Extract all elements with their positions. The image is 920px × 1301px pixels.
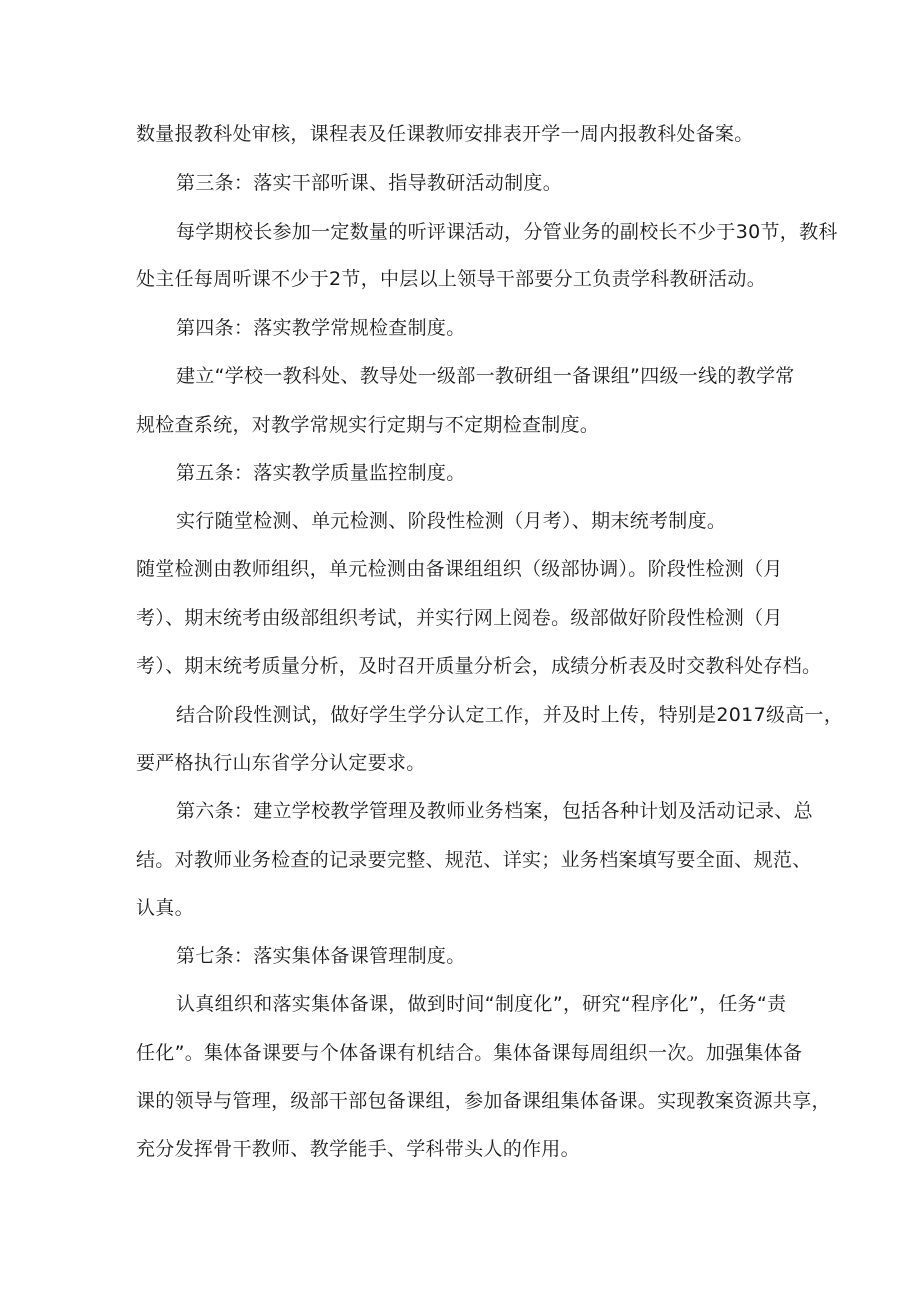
text-line: 考）、期末统考质量分析，及时召开质量分析会，成绩分析表及时交教科处存档。 [136, 655, 822, 677]
text-line: 考）、期末统考由级部组织考试，并实行网上阅卷。级部做好阶段性检测（月 [136, 607, 783, 629]
text-line: 随堂检测由教师组织，单元检测由备课组组织（级部协调）。阶段性检测（月 [136, 558, 783, 580]
text-line: 实行随堂检测、单元检测、阶段性检测（月考）、期末统考制度。 [176, 510, 727, 532]
article-heading: 第七条：落实集体备课管理制度。 [176, 945, 466, 967]
article-heading: 第六条：建立学校教学管理及教师业务档案，包括各种计划及活动记录、总 [176, 800, 813, 822]
text-line: 课的领导与管理，级部干部包备课组，参加备课组集体备课。实现教案资源共享， [136, 1090, 831, 1112]
text-line: 处主任每周听课不少于2节，中层以上领导干部要分工负责学科教研活动。 [136, 268, 766, 290]
text-line: 任化”。集体备课要与个体备课有机结合。集体备课每周组织一次。加强集体备 [136, 1042, 803, 1064]
article-heading: 第五条：落实教学质量监控制度。 [176, 462, 466, 484]
article-heading: 第四条：落实教学常规检查制度。 [176, 317, 466, 339]
text-line: 每学期校长参加一定数量的听评课活动，分管业务的副校长不少于30节，教科 [176, 221, 838, 243]
text-line: 结。对教师业务检查的记录要完整、规范、详实；业务档案填写要全面、规范、 [136, 849, 812, 871]
text-line: 规检查系统，对教学常规实行定期与不定期检查制度。 [136, 414, 600, 436]
text-line: 认真。 [136, 897, 194, 919]
text-line: 数量报教科处审核，课程表及任课教师安排表开学一周内报教科处备案。 [136, 123, 754, 145]
text-line: 认真组织和落实集体备课，做到时间“制度化”，研究“程序化”，任务“责 [176, 993, 787, 1015]
text-line: 要严格执行山东省学分认定要求。 [136, 752, 426, 774]
text-line: 结合阶段性测试，做好学生学分认定工作，并及时上传，特别是2017级高一， [176, 704, 844, 726]
article-heading: 第三条：落实干部听课、指导教研活动制度。 [176, 172, 563, 194]
text-line: 建立“学校一教科处、教导处一级部一教研组一备课组”四级一线的教学常 [176, 365, 795, 387]
text-line: 充分发挥骨干教师、教学能手、学科带头人的作用。 [136, 1138, 580, 1160]
